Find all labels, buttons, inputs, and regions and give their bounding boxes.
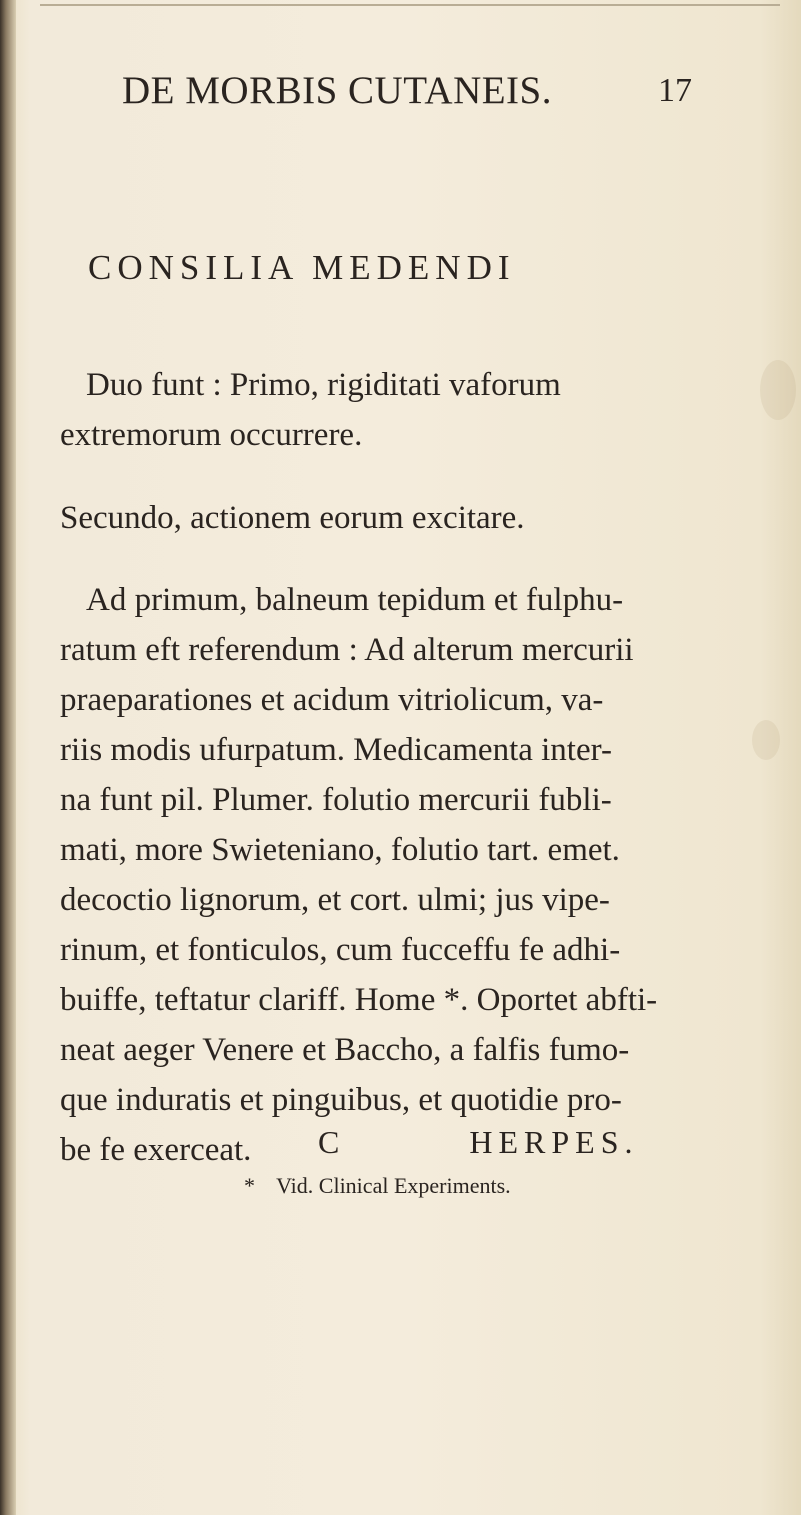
text-line: be fe exerceat. — [60, 1132, 252, 1168]
section-title: CONSILIA MEDENDI — [88, 248, 516, 287]
page-number: 17 — [658, 72, 692, 109]
paragraph-1 — [60, 360, 780, 460]
text-line: extremorum occurrere. — [60, 417, 363, 453]
text-line: rinum, et fonticulos, cum fucceffu fe adhi- — [60, 932, 621, 968]
page-binding-edge — [0, 0, 16, 1515]
text-line: riis modis ufurpatum. Medicamenta inter- — [60, 732, 612, 768]
text-line: decoctio lignorum, et cort. ulmi; jus vipe- — [60, 882, 610, 918]
top-rule — [40, 4, 780, 6]
footnote-marker: * — [244, 1173, 255, 1198]
footnote-text: Vid. Clinical Experiments. — [276, 1173, 511, 1198]
catchword: HERPES. — [469, 1124, 639, 1160]
page-header — [122, 66, 692, 122]
signature-mark: C — [318, 1124, 340, 1160]
text-line: Ad primum, balneum tepidum et fulphu- — [86, 582, 624, 618]
text-line: ratum eft referendum : Ad alterum mercurii — [60, 632, 634, 668]
text-line: Secundo, actionem eorum excitare. — [60, 500, 525, 536]
text-line: buiffe, teftatur clariff. Home *. Oportet abfti- — [60, 982, 658, 1018]
paragraph-3 — [60, 575, 780, 1175]
running-title: DE MORBIS CUTANEIS. — [122, 69, 552, 112]
text-line: Duo funt : Primo, rigiditati vaforum — [86, 367, 561, 403]
footnote — [244, 1168, 511, 1204]
text-line: praeparationes et acidum vitriolicum, va- — [60, 682, 604, 718]
paragraph-2 — [60, 493, 780, 543]
text-line: que induratis et pinguibus, et quotidie pro- — [60, 1082, 622, 1118]
text-line: neat aeger Venere et Baccho, a falfis fumo- — [60, 1032, 630, 1068]
text-line: mati, more Swieteniano, folutio tart. emet. — [60, 832, 620, 868]
catchwords — [318, 1118, 718, 1166]
text-line: na funt pil. Plumer. folutio mercurii fubli- — [60, 782, 612, 818]
